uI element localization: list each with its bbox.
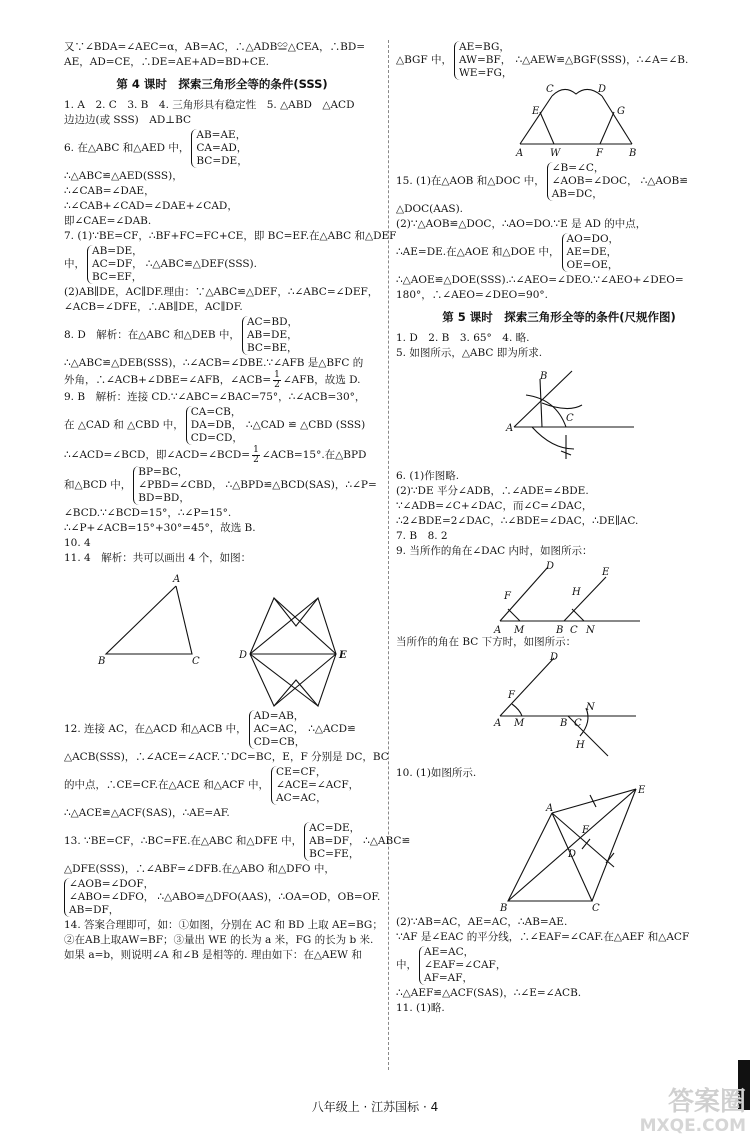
answer-line: 1. D 2. B 3. 65° 4. 略. — [396, 332, 530, 344]
equation-system: △BGF 中， AE=BG， AW=BF， WE=FG， ∴△AEW≌△BGF(SSS)，∴∠A=∠B. — [396, 41, 689, 79]
svg-text:E: E — [602, 567, 610, 578]
answer-line: 180°，∴∠AEO=∠DEO=90°. — [396, 289, 548, 301]
q9-figure-inside — [396, 561, 722, 633]
answer-line: ∴△ABC≌△DEB(SSS)，∴∠ACB=∠DBE.∵∠AFB 是△BFC 的 — [64, 357, 364, 369]
equation-system: 中， AB=DE， AC=DF， BC=EF， ∴△ABC≌△DEF(SSS). — [64, 245, 257, 283]
svg-text:A: A — [506, 423, 514, 434]
svg-text:B: B — [500, 903, 508, 913]
answer-line: 11. 4 解析：共可以画出 4 个，如图： — [64, 552, 252, 564]
answer-line: △ACB(SSS)，∴∠ACE=∠ACF.∵DC=BC，E，F 分别是 DC，BC — [64, 751, 389, 763]
answer-line: ∴△ABC≌△AED(SSS)， — [64, 170, 183, 182]
answer-line: (2)AB∥DE，AC∥DF.理由：∵△ABC≌△DEF，∴∠ABC=∠DEF， — [64, 286, 379, 298]
equation-system: 的中点，∴CE=CF.在△ACE 和△ACF 中， CE=CF， ∠ACE=∠ACF， AC=AC， — [64, 766, 360, 804]
svg-text:M: M — [514, 718, 525, 729]
equation-system: 和△BCD 中， BP=BC， ∠PBD=∠CBD， BD=BD， ∴△BPD≌△BCD(SAS)，∴∠P= — [64, 466, 377, 504]
section-heading: 第 5 课时 探索三角形全等的条件(尺规作图) — [442, 310, 676, 324]
equation-system: 6. 在△ABC 和△AED 中， AB=AE， CA=AD， BC=DE， — [64, 129, 248, 167]
answer-line: 边边边(或 SSS) AD⊥BC — [64, 114, 192, 126]
text: 6. 在△ABC 和△AED 中， — [64, 142, 190, 154]
svg-text:A: A — [173, 574, 181, 585]
svg-text:C: C — [592, 903, 600, 913]
answer-line: 9. B 解析：连接 CD.∵∠ABC=∠BAC=75°，∴∠ACB=30°， — [64, 391, 366, 403]
answer-line: (2)∵AB=AC，AE=AC，∴AB=AE. — [396, 916, 568, 928]
answer-line: △DFE(SSS)，∴∠ABF=∠DFB.在△ABO 和△DFO 中， — [64, 863, 335, 875]
svg-text:B: B — [629, 148, 637, 159]
svg-text:E: E — [339, 650, 347, 661]
answer-line: 5. 如图所示，△ABC 即为所求. — [396, 347, 543, 359]
answer-line: (2)∵△AOB≌△DOC，∴AO=DO.∵E 是 AD 的中点， — [396, 218, 647, 230]
svg-text:F: F — [504, 591, 511, 602]
answer-line: ∴∠ACD=∠BCD，即∠ACD=∠BCD= $\frac{1}{2}$ ∠ACB=15°.在△BPD — [64, 445, 367, 465]
equation-system: 8. D 解析：在△ABC 和△DEB 中， AC=BD， AB=DE， BC=BE， — [64, 316, 298, 354]
answer-line: ∴∠CAB+∠CAD=∠DAE+∠CAD， — [64, 200, 238, 212]
svg-text:M: M — [514, 625, 525, 633]
answer-line: 9. 当所作的角在∠DAC 内时，如图所示： — [396, 545, 593, 557]
svg-text:A: A — [546, 803, 554, 814]
equation-system: 中， AE=AC， ∠EAF=∠CAF， AF=AF， — [396, 946, 507, 984]
answer-line: ∵AF 是∠EAC 的平分线，∴∠EAF=∠CAF.在△AEF 和△ACF — [396, 931, 690, 943]
svg-text:C: C — [546, 84, 554, 95]
answer-line: (2)∵DE 平分∠ADB，∴∠ADE=∠BDE. — [396, 485, 589, 497]
watermark-logo: 答案圈 MXQE.COM — [639, 1087, 746, 1136]
answer-line: ∴∠P+∠ACB=15°+30°=45°，故选 B. — [64, 522, 256, 534]
equation-system: ∠AOB=∠DOF， ∠ABO=∠DFO， AB=DF， ∴△ABO≌△DFO(AAS)，∴OA=OD，OB=OF. — [64, 878, 380, 917]
text-line: 又∵∠BDA=∠AEC=α，AB=AC，∴△ADB≌△CEA，∴BD= — [64, 41, 366, 53]
answer-line: ∴∠CAB=∠DAE， — [64, 185, 155, 197]
page-footer: 八年级上 · 江苏国标 · 4 — [311, 1100, 439, 1114]
answer-line: ∴△AEF≌△ACF(SAS)，∴∠E=∠ACB. — [396, 987, 582, 999]
answer-line: 6. (1)作图略. — [396, 470, 460, 482]
svg-text:D: D — [568, 849, 577, 860]
answer-line: 如果 a=b，则说明∠A 和∠B 是相等的. 理由如下：在△AEW 和 — [64, 949, 362, 961]
left-column — [64, 40, 411, 963]
answer-line: 1. A 2. C 3. B 4. 三角形具有稳定性 5. △ABD △ACD — [64, 99, 355, 111]
answer-line: △DOC(AAS). — [396, 203, 464, 215]
answer-line: 10. 4 — [64, 537, 91, 549]
svg-text:C: C — [192, 656, 200, 667]
answer-line: 7. B 8. 2 — [396, 530, 448, 542]
svg-text:B: B — [556, 625, 564, 633]
svg-text:B: B — [540, 371, 548, 382]
svg-text:C: C — [574, 718, 582, 729]
svg-text:B: B — [560, 718, 568, 729]
answer-line: ∠BCD.∵∠BCD=15°，∴∠P=15°. — [64, 507, 232, 519]
svg-text:D: D — [239, 650, 248, 661]
svg-text:A: A — [494, 625, 502, 633]
equation-system: ∴AE=DE.在△AOE 和△DOE 中， AO=DO， AE=DE， OE=OE， — [396, 233, 620, 271]
answer-line: ∠ACB=∠DFE，∴AB∥DE，AC∥DF. — [64, 301, 243, 313]
equation-system: 13. ∵BE=CF，∴BC=FE.在△ABC 和△DFE 中， AC=DE， AB=DF， BC=FE， ∴△ABC≌ — [64, 822, 411, 860]
q10-figure — [396, 783, 722, 913]
svg-text:E: E — [638, 785, 646, 796]
equation-system: 在 △CAD 和 △CBD 中， CA=CB， DA=DB， CD=CD， ∴△CAD ≌ △CBD (SSS) — [64, 406, 366, 444]
q9-figure-below — [396, 652, 722, 764]
svg-text:F: F — [596, 148, 603, 159]
triangle-figures — [64, 568, 380, 708]
answer-line: ∴△ACE≌△ACF(SAS)，∴AE=AF. — [64, 807, 230, 819]
svg-text:N: N — [586, 625, 595, 633]
column-divider — [388, 40, 389, 1070]
svg-text:A: A — [494, 718, 502, 729]
answer-line: 7. (1)∵BE=CF，∴BF+FC=FC+CE，即 BC=EF.在△ABC 和△DEF — [64, 230, 397, 242]
svg-text:B: B — [98, 656, 106, 667]
svg-text:N: N — [586, 702, 595, 713]
answer-line: 10. (1)如图所示. — [396, 767, 477, 779]
text-line: AE，AD=CE，∴DE=AE+AD=BD+CE. — [64, 56, 269, 68]
trapezoid-figure — [396, 82, 722, 160]
answer-line: ②在AB上取AW=BF；③量出 WE 的长为 a 米，FG 的长为 b 米. — [64, 934, 374, 946]
answer-line: 即∠CAE=∠DAB. — [64, 215, 152, 227]
svg-text:G: G — [617, 106, 625, 117]
section-heading: 第 4 课时 探索三角形全等的条件(SSS) — [116, 77, 328, 91]
svg-text:C: C — [570, 625, 578, 633]
right-column — [396, 40, 722, 1016]
svg-text:W: W — [550, 148, 561, 159]
answer-line: 外角，∴∠ACB+∠DBE=∠AFB，∠ACB= $\frac{1}{2}$ ∠AFB，故选 D. — [64, 370, 361, 390]
svg-text:F: F — [582, 825, 589, 836]
answer-line: ∵∠ADB=∠C+∠DAC，而∠C=∠DAC， — [396, 500, 593, 512]
q5-construction-figure — [396, 363, 722, 467]
svg-text:H: H — [572, 587, 581, 598]
svg-text:A: A — [516, 148, 524, 159]
svg-text:D: D — [598, 84, 607, 95]
answer-line: 11. (1)略. — [396, 1002, 445, 1014]
answer-line: ∴2∠BDE=2∠DAC，∴∠BDE=∠DAC，∴DE∥AC. — [396, 515, 639, 527]
answer-line: 14. 答案合理即可，如：①如图，分别在 AC 和 BD 上取 AE=BG； — [64, 919, 383, 931]
answer-line: 当所作的角在 BC 下方时，如图所示： — [396, 636, 577, 648]
svg-text:H: H — [576, 740, 585, 751]
svg-text:C: C — [566, 413, 574, 424]
answer-line: ∴△AOE≌△DOE(SSS).∴∠AEO=∠DEO.∵∠AEO+∠DEO= — [396, 274, 684, 286]
svg-text:D: D — [550, 652, 559, 663]
svg-text:D: D — [546, 561, 555, 572]
equation-system: 15. (1)在△AOB 和△DOC 中， ∠B=∠C， ∠AOB=∠DOC， AB=DC， ∴△AOB≌ — [396, 162, 689, 200]
equation-system: 12. 连接 AC，在△ACD 和△ACB 中， AD=AB， AC=AC， CD=CB， ∴△ACD≌ — [64, 710, 356, 748]
svg-text:E: E — [532, 106, 540, 117]
svg-text:F: F — [508, 690, 515, 701]
